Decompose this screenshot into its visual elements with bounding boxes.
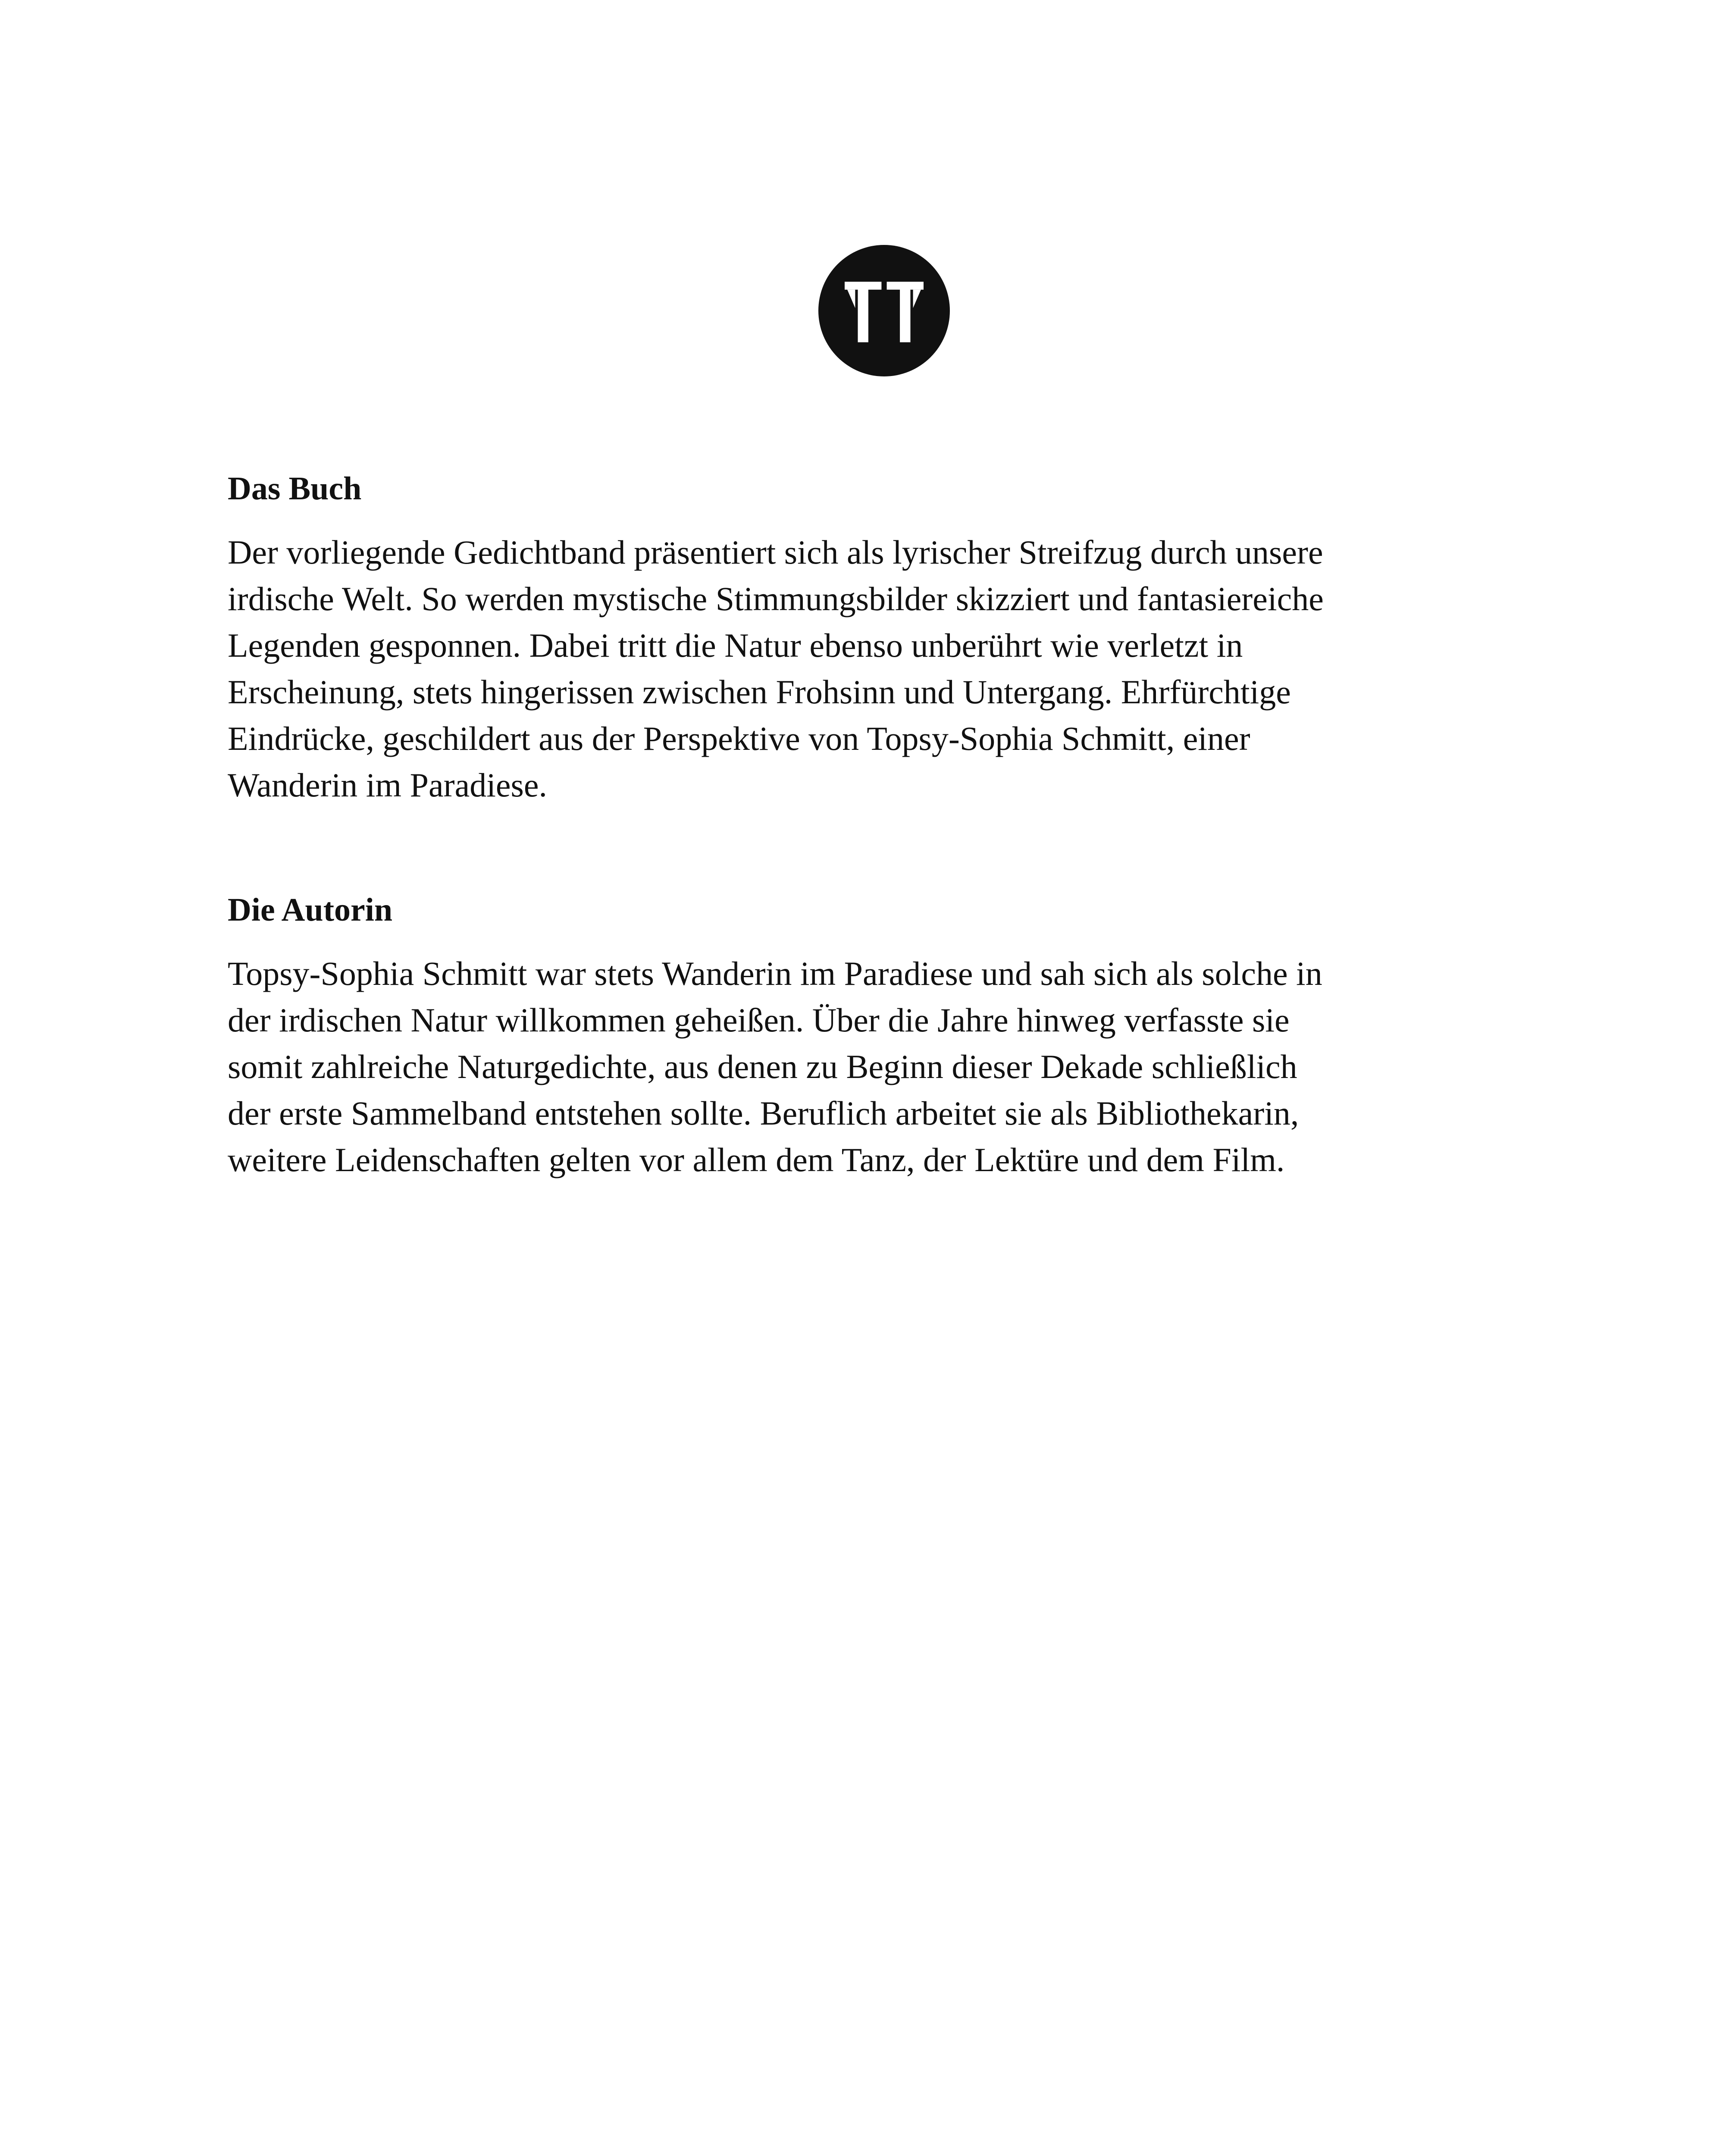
paragraph-line: der erste Sammelband entstehen sollte. Beruflich arbeitet sie als Bibliothekarin, — [228, 1094, 1299, 1132]
about-author-paragraph — [228, 950, 1564, 1183]
about-book-section — [228, 467, 1564, 808]
paragraph-line: Erscheinung, stets hingerissen zwischen Frohsinn und Untergang. Ehrfürchtige — [228, 673, 1291, 711]
paragraph-line: der irdischen Natur willkommen geheißen. Über die Jahre hinweg verfasste sie — [228, 1001, 1290, 1039]
about-book-heading: Das Buch — [228, 470, 362, 507]
paragraph-line: Der vorliegende Gedichtband präsentiert sich als lyrischer Streifzug durch unsere — [228, 533, 1323, 571]
about-author-heading: Die Autorin — [228, 892, 393, 928]
paragraph-line: somit zahlreiche Naturgedichte, aus denen zu Beginn dieser Dekade schließlich — [228, 1048, 1297, 1085]
publisher-monogram-icon — [818, 245, 950, 376]
about-book-paragraph — [228, 529, 1564, 808]
about-author-section — [228, 888, 1564, 1183]
paragraph-line: weitere Leidenschaften gelten vor allem dem Tanz, der Lektüre und dem Film. — [228, 1141, 1285, 1178]
paragraph-line: Eindrücke, geschildert aus der Perspektive von Topsy-Sophia Schmitt, einer — [228, 720, 1250, 757]
paragraph-line: Legenden gesponnen. Dabei tritt die Natur ebenso unberührt wie verletzt in — [228, 627, 1243, 664]
paragraph-line: Topsy-Sophia Schmitt war stets Wanderin im Paradiese und sah sich als solche in — [228, 955, 1322, 992]
paragraph-line: irdische Welt. So werden mystische Stimmungsbilder skizziert und fantasiereiche — [228, 580, 1324, 617]
paragraph-line: Wanderin im Paradiese. — [228, 766, 547, 804]
publisher-logo — [818, 245, 950, 376]
